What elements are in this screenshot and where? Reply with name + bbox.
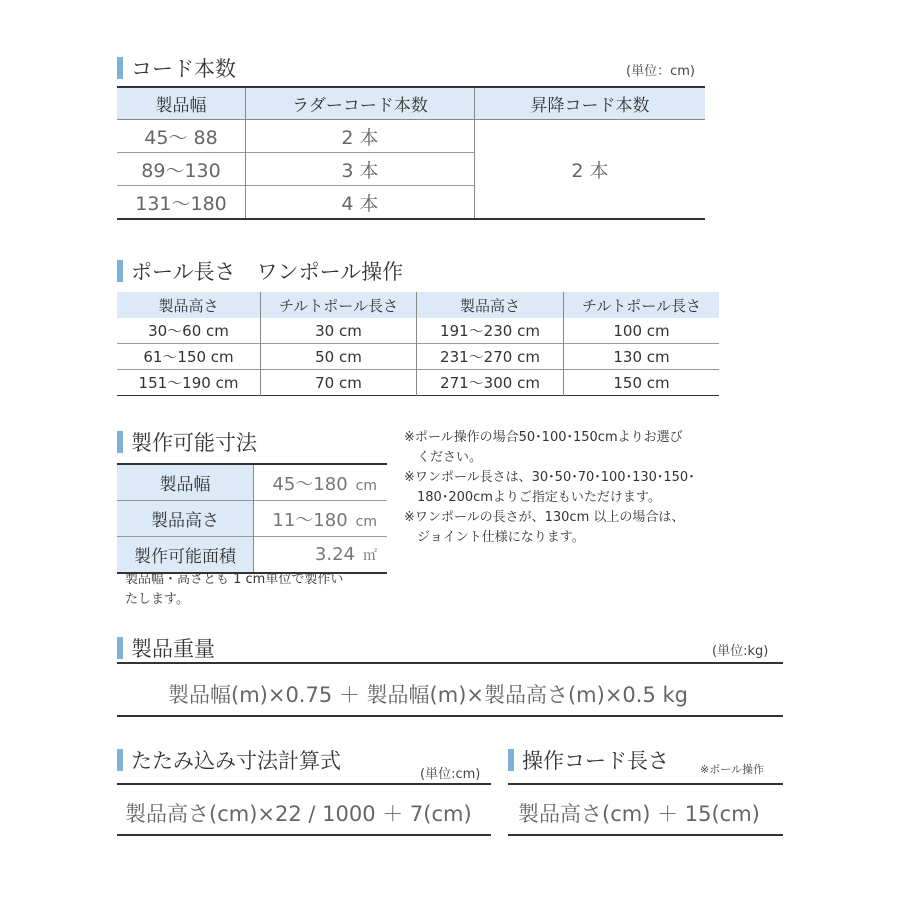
pole-notes — [404, 428, 695, 548]
tilt-cell: 100 cm — [613, 321, 670, 340]
pole-section-title — [117, 256, 403, 286]
weight-title: 製品重量 — [131, 637, 215, 661]
cord-title: コード本数 — [131, 57, 236, 81]
opcord-section-title — [508, 745, 669, 775]
size-value — [254, 464, 388, 501]
size-value — [254, 501, 388, 537]
size-label: 製作可能面積 — [117, 537, 254, 574]
cord-section-title — [117, 53, 236, 83]
fold-unit: (単位:cm) — [420, 767, 481, 782]
header-ladder: ラダーコード本数 — [246, 87, 475, 120]
size-label: 製品幅 — [117, 464, 254, 501]
divider — [117, 715, 783, 717]
height-cell: 61～150 cm — [117, 344, 261, 370]
divider — [117, 783, 491, 785]
header-lift: 昇降コード本数 — [475, 87, 706, 120]
lift-cell: 2 本 — [475, 120, 706, 220]
opcord-formula: 製品高さ(cm) ＋ 15(cm) — [518, 802, 760, 826]
weight-section-title — [117, 633, 215, 663]
cord-unit: (単位：cm) — [626, 64, 695, 79]
header-height: 製品高さ — [117, 292, 261, 318]
section-marker — [508, 749, 514, 771]
divider — [117, 834, 491, 836]
unit-text: ㎡ — [363, 548, 377, 564]
note-line: ※ワンポール長さは、30･50･70･100･130･150･ — [404, 470, 695, 485]
unit-text: cm — [355, 513, 377, 530]
opcord-title: 操作コード長さ — [522, 749, 669, 773]
note-line: ジョイント仕様になります。 — [404, 530, 585, 545]
table-row — [117, 120, 705, 153]
note-line: ※ポール操作の場合50･100･150cmよりお選び — [404, 430, 683, 445]
height-cell: 30～60 cm — [117, 318, 261, 344]
value-text: 11～180 — [272, 509, 348, 531]
fold-formula: 製品高さ(cm)×22 / 1000 ＋ 7(cm) — [125, 802, 472, 826]
header-height: 製品高さ — [417, 292, 564, 318]
section-marker — [117, 260, 123, 282]
table-row — [117, 344, 719, 370]
fold-title: たたみ込み寸法計算式 — [131, 749, 341, 773]
tilt-cell: 150 cm — [564, 370, 720, 396]
table-row — [117, 464, 387, 501]
fold-section-title — [117, 745, 341, 775]
tilt-cell: 130 cm — [564, 344, 720, 370]
pole-table — [117, 292, 719, 396]
note-line: 180･200cmよりご指定もいただけます。 — [404, 490, 661, 505]
opcord-note: ※ポール操作 — [700, 763, 764, 776]
header-tilt: チルトポール長さ — [564, 292, 720, 318]
section-marker — [117, 431, 123, 453]
section-marker — [117, 637, 123, 659]
value-text: 3.24 — [314, 544, 355, 565]
table-row — [117, 318, 719, 344]
divider — [508, 783, 783, 785]
weight-formula: 製品幅(m)×0.75 ＋ 製品幅(m)×製品高さ(m)×0.5 kg — [168, 683, 688, 707]
width-cell: 45～ 88 — [144, 126, 218, 149]
tilt-cell: 30 cm — [261, 318, 417, 344]
table-row — [117, 501, 387, 537]
section-marker — [117, 57, 123, 79]
height-cell: 151～190 cm — [117, 370, 261, 396]
ladder-cell: 2 本 — [246, 120, 475, 153]
cord-table — [117, 86, 705, 220]
table-header-row — [117, 292, 719, 318]
pole-title: ポール長さ ワンポール操作 — [131, 260, 404, 284]
table-row — [117, 537, 387, 574]
size-value — [254, 537, 388, 574]
ladder-cell: 3 本 — [246, 153, 475, 186]
note-line: ※ワンポールの長さが、130cm 以上の場合は、 — [404, 510, 685, 525]
ladder-cell: 4 本 — [246, 186, 475, 220]
note-line: たします。 — [125, 592, 189, 607]
header-tilt: チルトポール長さ — [261, 292, 417, 318]
table-row — [117, 370, 719, 396]
divider — [117, 662, 783, 664]
height-cell: 271～300 cm — [417, 370, 564, 396]
size-title: 製作可能寸法 — [131, 431, 257, 455]
size-note — [125, 570, 343, 610]
note-line: ください。 — [404, 450, 483, 465]
table-header-row — [117, 87, 705, 120]
tilt-cell: 70 cm — [261, 370, 417, 396]
tilt-cell: 50 cm — [261, 344, 417, 370]
height-cell: 231～270 cm — [417, 344, 564, 370]
divider — [508, 834, 783, 836]
size-table — [117, 463, 387, 574]
unit-text: cm — [355, 477, 377, 494]
header-width: 製品幅 — [117, 87, 246, 120]
value-text: 45～180 — [272, 473, 348, 495]
weight-unit: (単位:kg) — [712, 644, 769, 659]
size-label: 製品高さ — [117, 501, 254, 537]
width-cell: 89～130 — [117, 153, 246, 186]
size-section-title — [117, 427, 257, 457]
width-cell: 131～180 — [117, 186, 246, 220]
height-cell: 191～230 cm — [417, 318, 564, 344]
note-line: 製品幅・高さとも 1 cm単位で製作い — [125, 572, 344, 587]
section-marker — [117, 749, 123, 771]
